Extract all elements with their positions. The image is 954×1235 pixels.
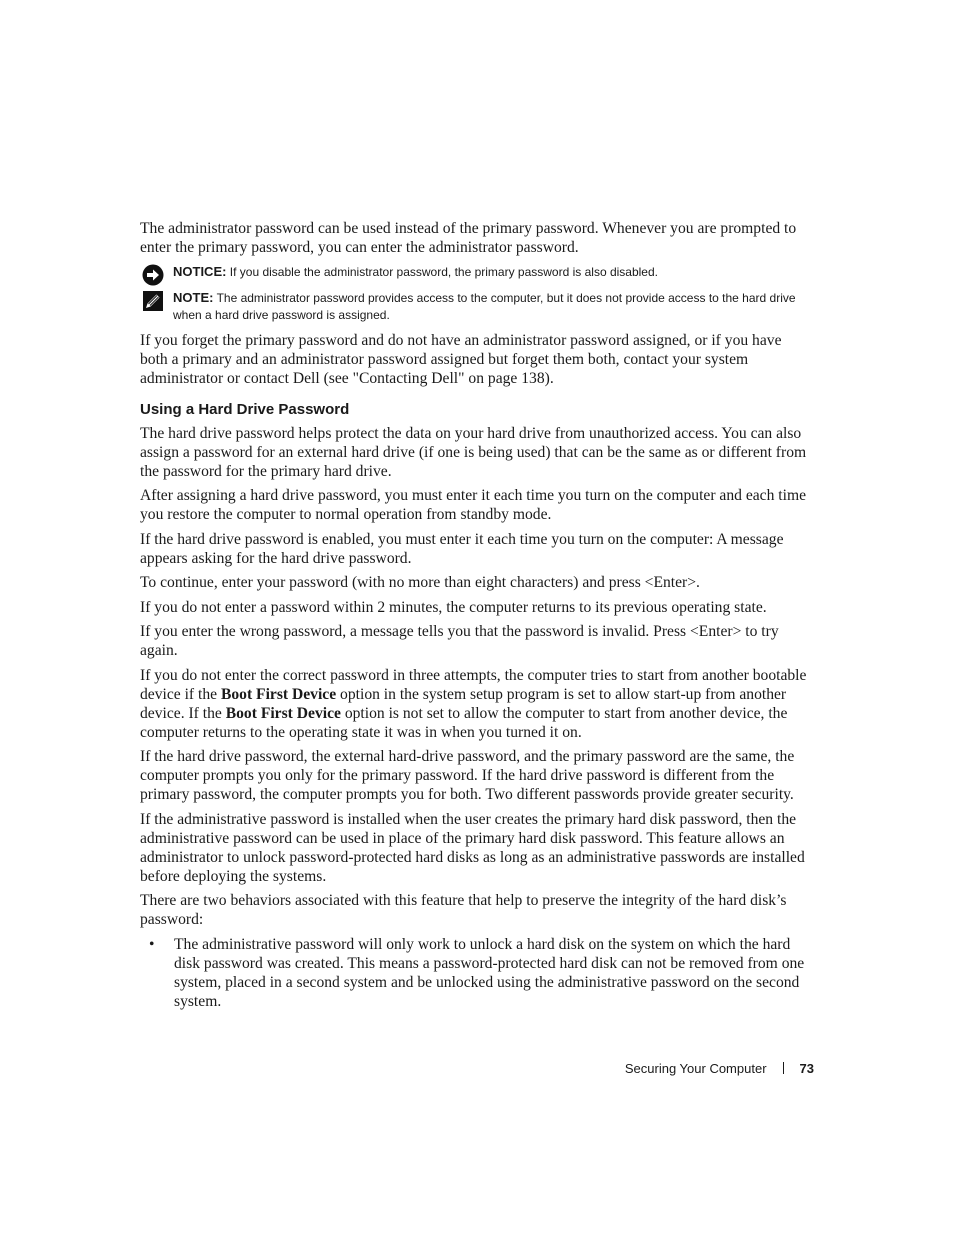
text-span: option in the system setup program is set to allow start-up from another device. If the (140, 685, 787, 722)
paragraph-hard-drive-3: If the hard drive password is enabled, you must enter it each time you turn on the computer: A message appears asking for the hard drive password. (140, 530, 784, 567)
section-heading: Using a Hard Drive Password (140, 400, 350, 418)
text-span: option is not set to allow the computer to start from another device, the computer returns to the operating state it was in when you turned it on. (140, 704, 788, 741)
page-footer (625, 1061, 814, 1076)
paragraph-hard-drive-10: There are two behaviors associated with this feature that help to preserve the integrity of the hard disk’s password: (140, 892, 787, 928)
notice-text: If you disable the administrator password, the primary password is also disabled. (226, 265, 658, 279)
note-callout (140, 289, 812, 325)
list-item (140, 935, 812, 1011)
list-item-text: The administrative password will only work to unlock a hard disk on the system on which the hard disk password was created. This means a password-protected hard disk can not be removed from one system, placed in a second system and be unlocked using the administrative password on the second system. (174, 935, 805, 1010)
footer-section-title: Securing Your Computer (624, 1061, 767, 1076)
notice-label: NOTICE: (173, 264, 227, 279)
bullet-glyph: • (149, 935, 155, 953)
paragraph-hard-drive-8: If the hard drive password, the external hard-drive password, and the primary password are the same, the computer prompts you only for the primary password. If the hard drive password is different from the primary password, the computer prompts you for both. Two different passwords provide greater security. (140, 748, 795, 803)
footer-divider (783, 1062, 784, 1074)
text-span: If you do not enter the correct password in three attempts, the computer tries to start from another bootable device if the (140, 666, 807, 703)
note-label: NOTE: (173, 289, 214, 305)
notice-callout (140, 263, 812, 282)
paragraph-hard-drive-4: To continue, enter your password (with no more than eight characters) and press <Enter>. (140, 574, 700, 591)
note-pencil-icon (142, 290, 164, 312)
notice-arrow-icon (142, 264, 164, 286)
paragraph-hard-drive-5: If you do not enter a password within 2 minutes, the computer returns to its previous operating state. (140, 598, 767, 616)
paragraph-hard-drive-7 (140, 666, 812, 742)
page-number: 73 (799, 1061, 814, 1076)
paragraph-hard-drive-9: If the administrative password is installed when the user creates the primary hard disk password, then the administrative password can be used in place of the primary hard disk password. This feature allows an administrator to unlock password-protected hard disks as long as an administrative passwords are installed before deploying the systems. (140, 810, 805, 885)
page-content (140, 219, 812, 1011)
boot-first-device-term: Boot First Device (220, 685, 337, 703)
boot-first-device-term: Boot First Device (225, 704, 341, 722)
paragraph-forget-password: If you forget the primary password and do not have an administrator password assigned, or if you have both a primary and an administrator password assigned but forget them both, contact your system administrator or contact Dell (see "Contacting Dell" on page 138). (140, 331, 782, 387)
paragraph-admin-password: The administrator password can be used instead of the primary password. Whenever you are prompted to enter the primary password, you can enter the administrator password. (140, 220, 797, 256)
behavior-list (140, 935, 812, 1011)
note-text: The administrator password provides access to the computer, but it does not provide access to the hard drive when a hard drive password is assigned. (173, 290, 796, 322)
paragraph-hard-drive-2: After assigning a hard drive password, you must enter it each time you turn on the computer and each time you restore the computer to normal operation from standby mode. (140, 487, 807, 523)
paragraph-hard-drive-1: The hard drive password helps protect the data on your hard drive from unauthorized access. You can also assign a password for an external hard drive (if one is being used) that can be the same as or different from the password for the primary hard drive. (140, 424, 807, 480)
paragraph-hard-drive-6: If you enter the wrong password, a message tells you that the password is invalid. Press <Enter> to try again. (140, 623, 779, 659)
